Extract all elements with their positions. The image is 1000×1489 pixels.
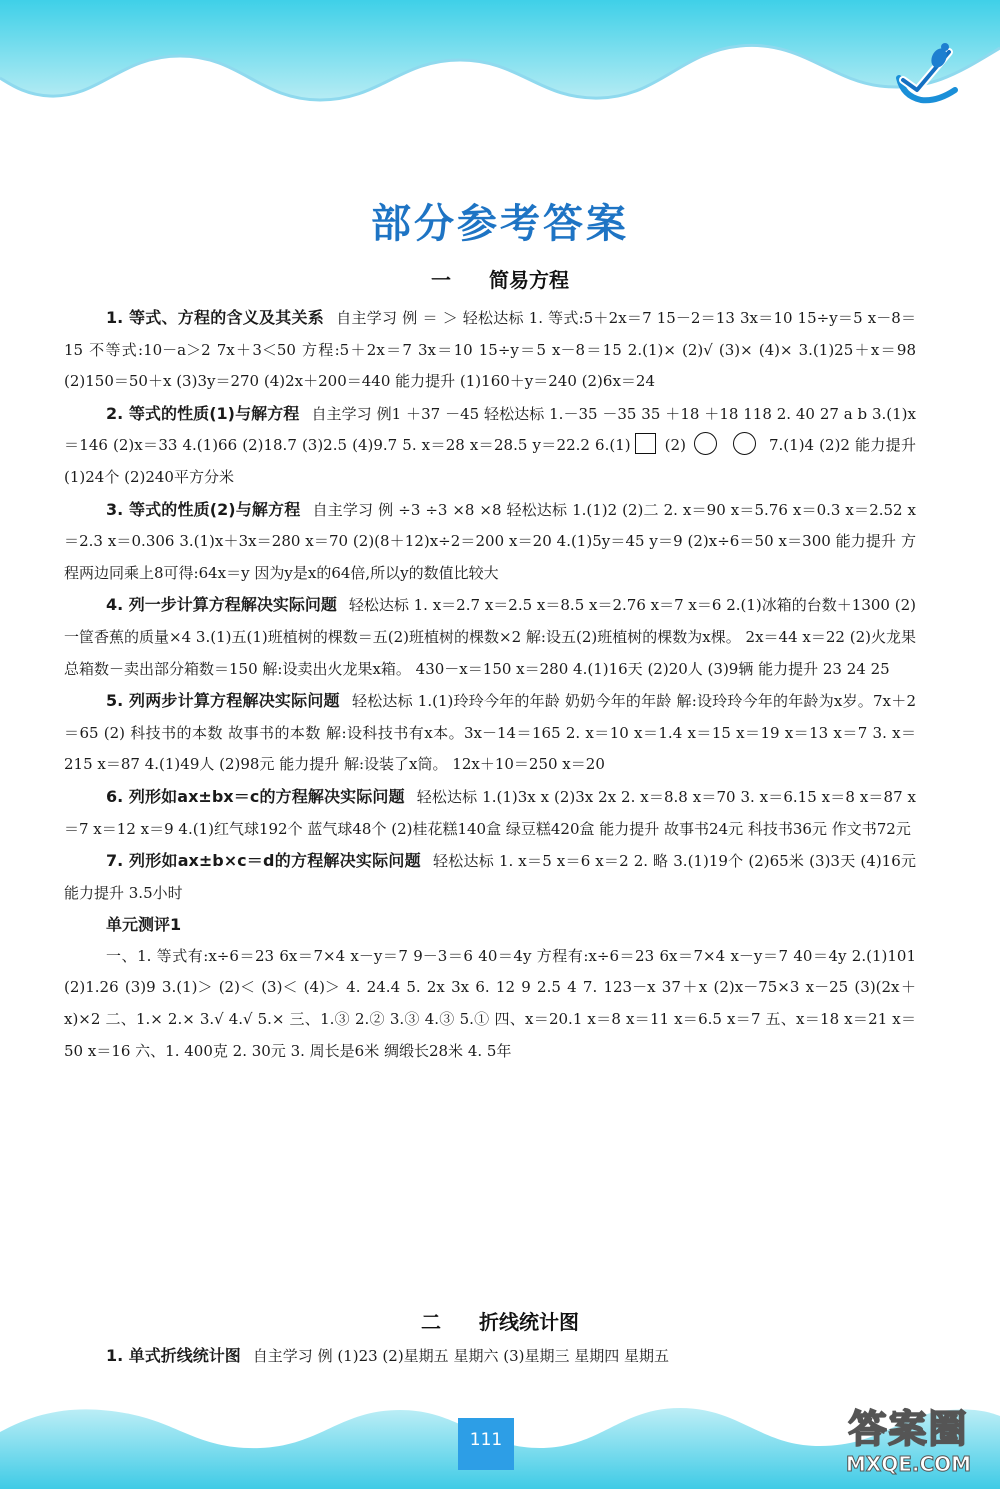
square-shape-icon xyxy=(635,433,656,454)
chapter-heading-2 xyxy=(0,1306,1000,1335)
chapter-title: 简易方程 xyxy=(489,268,569,292)
lesson-text: 轻松达标 1. x＝5 x＝6 x＝2 2. 略 3.(1)19个 (2)65米 (3)3天 (4)16元 能力提升 3.5小时 xyxy=(64,852,916,902)
watermark-logo xyxy=(826,1398,991,1482)
lesson-title: 2. 等式的性质(1)与解方程 xyxy=(106,403,300,423)
lesson-answer xyxy=(64,845,916,909)
lesson-answer xyxy=(64,398,916,494)
chapter-number: 二 xyxy=(421,1310,441,1334)
lesson-text: 轻松达标 1.(1)玲玲今年的年龄 奶奶今年的年龄 解:设玲玲今年的年龄为x岁。7x＋2＝65 (2) 科技书的本数 故事书的本数 解:设科技书有x本。3x－14＝165 2. x＝10 x＝1.4 x＝15 x＝19 x＝13 x＝7 3. x＝215 x＝87 4.(1)49人 (2)98元 能力提升 解:设装了x筒。 12x＋10＝250 x＝20 xyxy=(64,692,916,774)
circle-shape-icon xyxy=(733,432,756,455)
lesson-title: 1. 单式折线统计图 xyxy=(106,1346,241,1365)
circle-shape-icon xyxy=(694,432,717,455)
top-wave-banner xyxy=(0,0,1000,130)
page-number: 111 xyxy=(458,1418,514,1470)
lesson-title: 1. 等式、方程的含义及其关系 xyxy=(106,308,324,327)
lesson-answer xyxy=(64,685,916,781)
lesson-title: 5. 列两步计算方程解决实际问题 xyxy=(106,691,340,711)
lesson-text: 自主学习 例 ÷3 ÷3 ×8 ×8 轻松达标 1.(1)2 (2)二 2. x＝90 x＝5.76 x＝0.3 x＝2.52 x＝2.3 x＝0.306 3.(1)x＋3x＝280 x＝70 (2)(8＋12)x÷2＝200 x＝20 4.(1)5y＝45 y＝9 (2)x÷6＝50 x＝300 能力提升 方程两边同乘上8可得:64x＝y 因为y是x的64倍,所以y的数值比较大 xyxy=(64,500,916,582)
answer-content xyxy=(64,302,916,1067)
lesson-text: 轻松达标 1.(1)3x x (2)3x 2x 2. x＝8.8 x＝70 3. x＝6.15 x＝8 x＝87 x＝7 x＝12 x＝9 4.(1)红气球192个 蓝气球48个 (2)桂花糕140盒 绿豆糕420盒 能力提升 故事书24元 科技书36元 作文书72元 xyxy=(64,787,916,838)
unit-test-title: 单元测评1 xyxy=(106,915,182,935)
lesson-text: 7.(1)4 (2)2 能力提升 (1)24个 (2)240平方分米 xyxy=(64,436,916,486)
lesson-title: 4. 列一步计算方程解决实际问题 xyxy=(106,595,337,615)
lesson-title: 6. 列形如ax±bx＝c的方程解决实际问题 xyxy=(106,786,405,806)
lesson-answer xyxy=(64,302,916,398)
chapter-heading-1 xyxy=(0,264,1000,293)
answer-content-2 xyxy=(64,1340,916,1373)
lesson-answer xyxy=(64,589,916,685)
lesson-text: 自主学习 例 ＝ ＞ 轻松达标 1. 等式:5＋2x＝7 15－2＝13 3x＝10 15÷y＝5 x－8＝15 不等式:10－a＞2 7x＋3＜50 方程:5＋2x＝7 3x＝10 15÷y＝5 x－8＝15 2.(1)× (2)√ (3)× (4)× 3.(1)25＋x＝98 (2)150＝50＋x (3)3y＝270 (4)2x＋200＝440 能力提升 (1)160＋y＝240 (2)6x＝24 xyxy=(64,309,916,391)
lesson-text: 轻松达标 1. x＝2.7 x＝2.5 x＝8.5 x＝2.76 x＝7 x＝6 2.(1)冰箱的台数＋1300 (2)一筐香蕉的质量×4 3.(1)五(1)班植树的棵数＝五(2)班植树的棵数×2 解:设五(2)班植树的棵数为x棵。 2x＝44 x＝22 (2)火龙果总箱数－卖出部分箱数＝150 解:设卖出火龙果x箱。 430－x＝150 x＝280 4.(1)16天 (2)20人 (3)9辆 能力提升 23 24 25 xyxy=(64,596,916,678)
page-title: 部分参考答案 xyxy=(371,201,629,247)
lesson-title: 3. 等式的性质(2)与解方程 xyxy=(106,499,301,519)
lesson-title: 7. 列形如ax±b×c＝d的方程解决实际问题 xyxy=(106,851,421,871)
lesson-text: (2) xyxy=(664,436,686,455)
chapter-title: 折线统计图 xyxy=(479,1310,579,1334)
chapter-number: 一 xyxy=(431,268,451,292)
lesson-answer xyxy=(64,1340,916,1373)
lesson-text: 自主学习 例 (1)23 (2)星期五 星期六 (3)星期三 星期四 星期五 xyxy=(252,1347,670,1365)
lesson-answer xyxy=(64,781,916,845)
watermark-sub-text: MXQE.COM xyxy=(845,1452,972,1476)
lesson-answer xyxy=(64,494,916,590)
unit-test-answer: 一、1. 等式有:x÷6＝23 6x＝7×4 x－y＝7 9－3＝6 40＝4y 方程有:x÷6＝23 6x＝7×4 x－y＝7 40＝4y 2.(1)101 (2)1.26 (3)9 3.(1)＞ (2)＜ (3)＜ (4)＞ 4. 24.4 5. 2x 3x 6. 12 9 2.5 4 7. 123－x 37＋x (2)x－75×3 x－25 (3)(2x＋x)×2 二、1.× 2.× 3.√ 4.√ 5.× 三、1.③ 2.② 3.③ 4.③ 5.① 四、x＝20.1 x＝8 x＝11 x＝6.5 x＝7 五、x＝18 x＝21 x＝50 x＝16 六、1. 400克 2. 30元 3. 周长是6米 绸缎长28米 4. 5年 xyxy=(64,946,916,1060)
watermark-main-text: 答案圈 xyxy=(848,1407,969,1451)
check-book-icon xyxy=(893,38,963,108)
lesson-text: 自主学习 例1 ＋37 －45 轻松达标 1.－35 －35 35 ＋18 ＋18 118 2. 40 27 a b 3.(1)x＝146 (2)x＝33 4.(1)66 (2)18.7 (3)2.5 (4)9.7 5. x＝28 x＝28.5 y＝22.2 6.(1) xyxy=(64,404,916,455)
